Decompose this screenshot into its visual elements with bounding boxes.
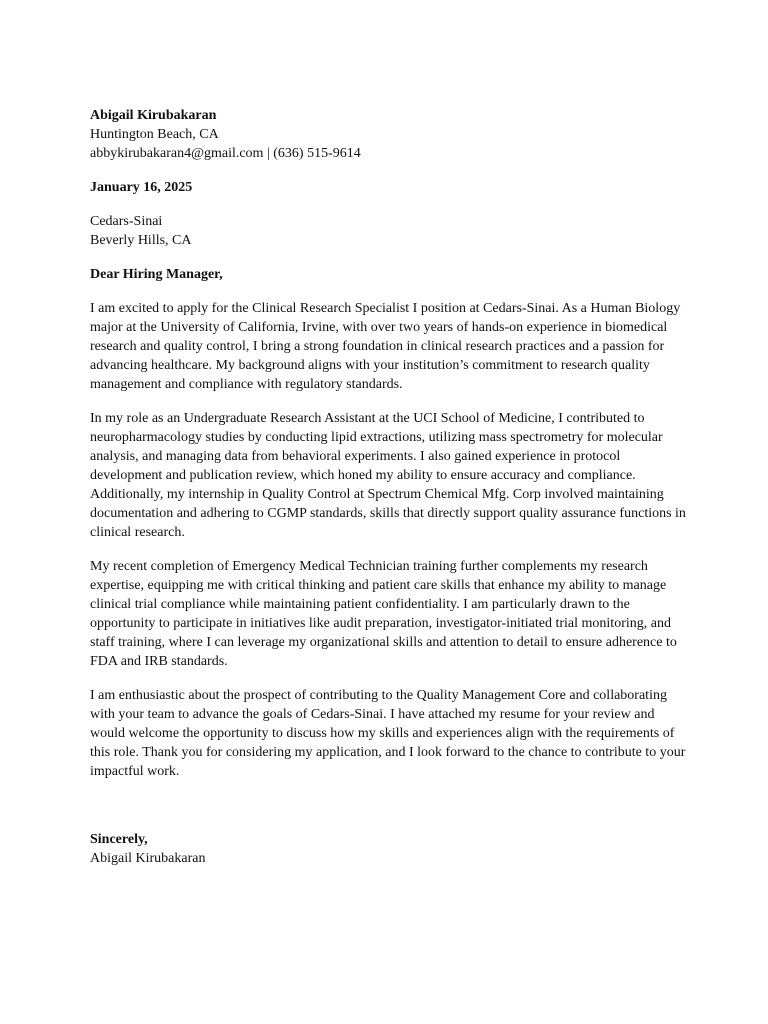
cover-letter [90, 106, 686, 868]
recipient-location: Beverly Hills, CA [90, 233, 192, 248]
signature-name: Abigail Kirubakaran [90, 851, 206, 866]
body-paragraph-2: In my role as an Undergraduate Research Assistant at the UCI School of Medicine, I contributed to neuropharmacology studies by conducting lipid extractions, utilizing mass spectrometry for molecular analysis, and managing data from behavioral experiments. I also gained experience in protocol development and publication review, which honed my ability to ensure accuracy and compliance. Additionally, my internship in Quality Control at Spectrum Chemical Mfg. Corp involved maintaining documentation and adhering to CGMP standards, skills that directly support quality assurance functions in clinical research. [90, 411, 686, 540]
body-paragraph-1: I am excited to apply for the Clinical Research Specialist I position at Cedars-Sinai. As a Human Biology major at the University of California, Irvine, with over two years of hands-on experience in biomedical research and quality control, I bring a strong foundation in clinical research practices and a passion for advancing healthcare. My background aligns with your institution’s commitment to research quality management and compliance with regulatory standards. [90, 301, 681, 392]
body-paragraph-3: My recent completion of Emergency Medical Technician training further complements my research expertise, equipping me with critical thinking and patient care skills that enhance my ability to manage clinical trial compliance while maintaining patient confidentiality. I am particularly drawn to the opportunity to participate in initiatives like audit preparation, investigator-initiated trial monitoring, and staff training, where I can leverage my organizational skills and attention to detail to ensure adherence to FDA and IRB standards. [90, 559, 677, 669]
recipient-block [90, 212, 686, 250]
salutation-block [90, 265, 686, 284]
salutation: Dear Hiring Manager, [90, 267, 223, 282]
sender-contact: abbykirubakaran4@gmail.com | (636) 515-9614 [90, 146, 361, 161]
body-paragraph-4: I am enthusiastic about the prospect of contributing to the Quality Management Core and collaborating with your team to advance the goals of Cedars-Sinai. I have attached my resume for your review and would welcome the opportunity to discuss how my skills and experiences align with the requirements of this role. Thank you for considering my application, and I look forward to the chance to contribute to your impactful work. [90, 688, 686, 779]
sender-block [90, 106, 686, 163]
recipient-organization: Cedars-Sinai [90, 214, 163, 229]
closing-block [90, 830, 686, 868]
sender-location: Huntington Beach, CA [90, 127, 219, 142]
letter-date: January 16, 2025 [90, 180, 193, 195]
sender-name: Abigail Kirubakaran [90, 108, 217, 123]
date-block [90, 178, 686, 197]
closing: Sincerely, [90, 832, 148, 847]
